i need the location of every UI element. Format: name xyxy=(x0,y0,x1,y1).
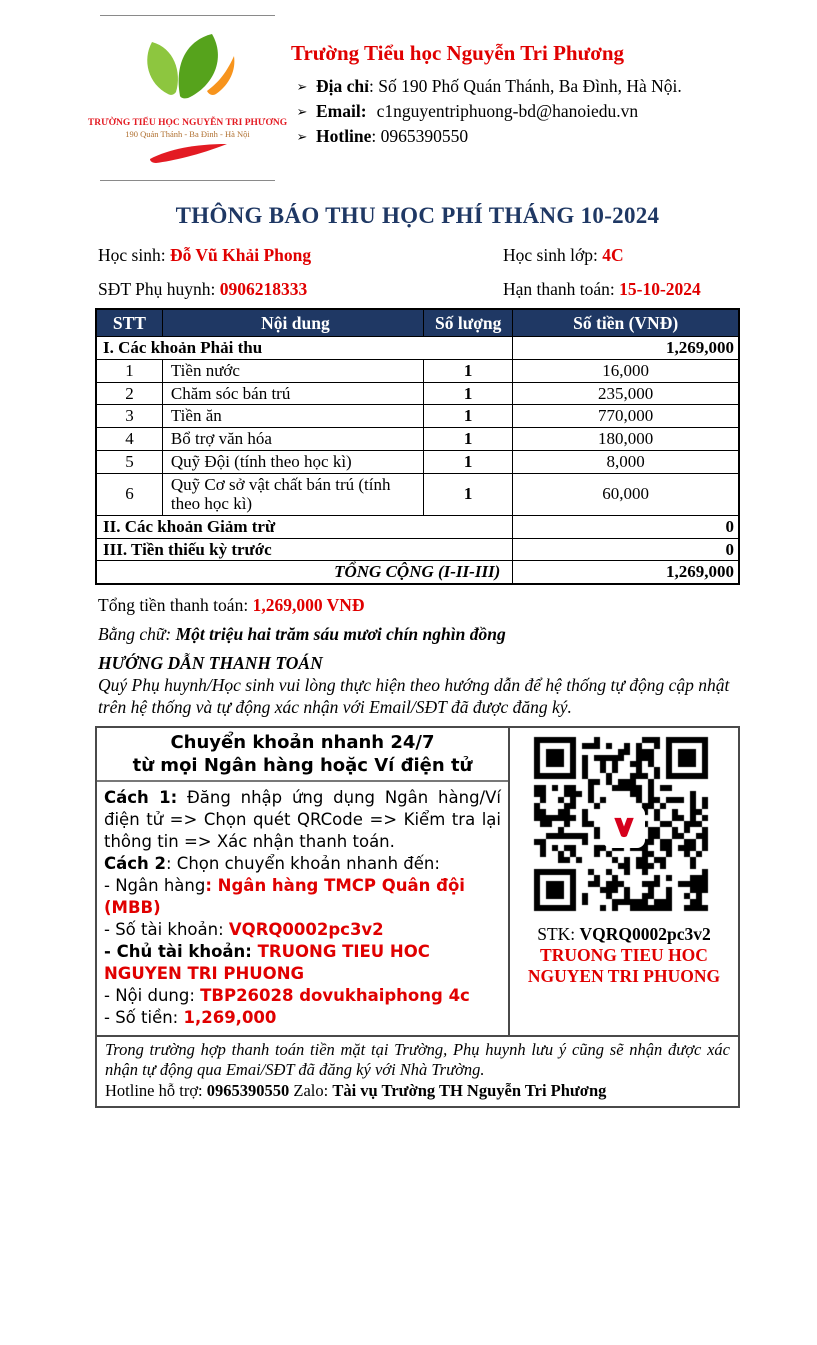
fee-name: Quỹ Đội (tính theo học kì) xyxy=(162,450,423,473)
fee-stt: 3 xyxy=(96,405,162,428)
bank-value: : Ngân hàng TMCP Quân đội (MBB) xyxy=(104,876,465,918)
due-date-value: 15-10-2024 xyxy=(619,279,701,299)
method2-label: Cách 2 xyxy=(104,854,166,874)
fee-section-amount: 0 xyxy=(513,538,739,561)
parent-phone-line xyxy=(98,279,503,300)
fee-row xyxy=(96,382,739,405)
logo-address: 190 Quán Thánh - Ba Đình - Hà Nội xyxy=(125,129,250,139)
parent-phone-label: SĐT Phụ huynh: xyxy=(98,279,220,299)
cash-payment-note xyxy=(97,1035,738,1106)
fee-total-label: TỔNG CỘNG (I-II-III) xyxy=(96,561,513,584)
qr-account-line xyxy=(537,924,711,945)
email-value: c1nguyentriphuong-bd@hanoiedu.vn xyxy=(376,101,639,121)
col-header-qty: Số lượng xyxy=(424,309,513,337)
fee-name: Bổ trợ văn hóa xyxy=(162,428,423,451)
fee-total-amount: 1,269,000 xyxy=(513,561,739,584)
payment-instructions xyxy=(97,728,510,1034)
fee-row xyxy=(96,405,739,428)
fee-section-amount: 1,269,000 xyxy=(513,337,739,360)
fee-qty: 1 xyxy=(424,405,513,428)
leaves-icon xyxy=(128,32,248,116)
parent-phone-value: 0906218333 xyxy=(219,279,308,299)
address-value: : Số 190 Phố Quán Thánh, Ba Đình, Hà Nội. xyxy=(369,76,682,96)
fee-name: Quỹ Cơ sở vật chất bán trú (tính theo học kì) xyxy=(162,473,423,515)
arrow-bullet-icon: ➢ xyxy=(296,129,308,144)
memo-value: TBP26028 dovukhaiphong 4c xyxy=(200,985,470,1005)
method2-line xyxy=(104,853,501,875)
memo-line xyxy=(104,985,501,1007)
arrow-bullet-icon: ➢ xyxy=(296,79,308,94)
fee-name: Tiền nước xyxy=(162,360,423,383)
fee-qty: 1 xyxy=(424,450,513,473)
fee-name: Tiền ăn xyxy=(162,405,423,428)
amount-in-words-value: Một triệu hai trăm sáu mươi chín nghìn đồng xyxy=(175,624,506,645)
method1-line xyxy=(104,787,501,853)
fee-table xyxy=(95,308,740,585)
fee-stt: 5 xyxy=(96,450,162,473)
fee-section-label: I. Các khoản Phải thu xyxy=(96,337,513,360)
fee-stt: 1 xyxy=(96,360,162,383)
qr-holder-line1: TRUONG TIEU HOC xyxy=(540,945,708,966)
due-date-label: Hạn thanh toán: xyxy=(503,279,620,299)
due-date-line xyxy=(503,279,721,300)
memo-label: - Nội dung: xyxy=(104,985,201,1005)
account-line xyxy=(104,919,501,941)
cash-note-text: Trong trường hợp thanh toán tiền mặt tại Trường, Phụ huynh lưu ý cũng sẽ nhận được xác nhận tự động qua Emai/SĐT đã đăng ký với Nhà Trường. xyxy=(105,1039,730,1080)
fee-row xyxy=(96,428,739,451)
hotline-line xyxy=(291,124,682,149)
student-name-line xyxy=(98,245,503,266)
fee-name: Chăm sóc bán trú xyxy=(162,382,423,405)
vietqr-logo-icon xyxy=(603,806,645,848)
fee-amount: 235,000 xyxy=(513,382,739,405)
fee-amount: 180,000 xyxy=(513,428,739,451)
fee-amount: 770,000 xyxy=(513,405,739,428)
fee-section-row xyxy=(96,516,739,539)
method1-text: Đăng nhập ứng dụng Ngân hàng/Ví điện tử => Chọn quét QRCode => Kiểm tra lại thông tin => Xác nhận thanh toán. xyxy=(104,788,501,852)
contact-list xyxy=(291,74,682,149)
qr-holder-name xyxy=(528,945,720,986)
support-line xyxy=(105,1081,730,1102)
amount-in-words-label: Bằng chữ: xyxy=(98,624,176,645)
method1-label: Cách 1: xyxy=(104,788,178,808)
fee-amount: 8,000 xyxy=(513,450,739,473)
fee-qty: 1 xyxy=(424,382,513,405)
address-line xyxy=(291,74,682,99)
amount-in-words-line xyxy=(95,624,740,645)
hotline-value: : 0965390550 xyxy=(371,126,469,146)
fee-stt: 4 xyxy=(96,428,162,451)
fee-section-amount: 0 xyxy=(513,516,739,539)
support-hotline-label: Hotline hỗ trợ: xyxy=(105,1080,207,1100)
col-header-content: Nội dung xyxy=(162,309,423,337)
fee-table-body xyxy=(96,337,739,584)
total-payment-label: Tổng tiền thanh toán: xyxy=(98,595,253,616)
email-line xyxy=(291,99,682,124)
hotline-label: Hotline xyxy=(316,126,372,146)
support-hotline-value: 0965390550 xyxy=(206,1080,290,1100)
fee-qty: 1 xyxy=(424,360,513,383)
fee-qty: 1 xyxy=(424,428,513,451)
payment-box-title xyxy=(97,728,508,782)
total-payment-line xyxy=(95,595,740,616)
fee-row xyxy=(96,473,739,515)
qr-holder-line2: NGUYEN TRI PHUONG xyxy=(527,965,721,986)
support-zalo-value: Tài vụ Trường TH Nguyễn Tri Phương xyxy=(332,1080,607,1100)
holder-label: - Chủ tài khoản: xyxy=(104,941,258,961)
fee-table-header-row xyxy=(96,309,739,337)
qr-panel xyxy=(510,728,738,1034)
fee-section-row xyxy=(96,538,739,561)
student-class-value: 4C xyxy=(602,245,624,265)
fee-section-label: II. Các khoản Giảm trừ xyxy=(96,516,513,539)
student-class-line xyxy=(503,245,721,266)
support-zalo-label: Zalo: xyxy=(289,1080,333,1100)
document-header xyxy=(87,15,817,181)
bank-label: - Ngân hàng xyxy=(104,876,206,896)
col-header-stt: STT xyxy=(96,309,162,337)
amount-value: 1,269,000 xyxy=(183,1007,277,1027)
page-title: THÔNG BÁO THU HỌC PHÍ THÁNG 10-2024 xyxy=(175,203,660,228)
fee-amount: 60,000 xyxy=(513,473,739,515)
payment-guide-title: HƯỚNG DẪN THANH TOÁN xyxy=(98,653,323,674)
total-payment-value: 1,269,000 VNĐ xyxy=(252,595,365,616)
method2-text: : Chọn chuyển khoản nhanh đến: xyxy=(166,854,440,874)
student-name-value: Đỗ Vũ Khải Phong xyxy=(169,245,312,265)
logo-school-name: TRƯỜNG TIỂU HỌC NGUYỄN TRI PHƯƠNG xyxy=(87,118,288,128)
fee-row xyxy=(96,360,739,383)
student-info xyxy=(95,245,740,300)
amount-line xyxy=(104,1007,501,1029)
qr-stk-value: VQRQ0002pc3v2 xyxy=(579,924,711,945)
address-label: Địa chỉ xyxy=(316,76,369,96)
bank-line xyxy=(104,875,501,919)
fee-amount: 16,000 xyxy=(513,360,739,383)
student-class-label: Học sinh lớp: xyxy=(503,245,603,265)
fee-stt: 6 xyxy=(96,473,162,515)
fee-stt: 2 xyxy=(96,382,162,405)
red-swoosh-icon xyxy=(145,142,231,164)
amount-label: - Số tiền: xyxy=(104,1007,184,1027)
col-header-amount: Số tiền (VNĐ) xyxy=(513,309,739,337)
payment-guide-text: Quý Phụ huynh/Học sinh vui lòng thực hiện theo hướng dẫn để hệ thống tự động cập nhật trên hệ thống và tự động xác nhận với Email/SĐT đã được đăng ký. xyxy=(98,675,730,718)
account-value: VQRQ0002pc3v2 xyxy=(228,919,384,939)
fee-total-row xyxy=(96,561,739,584)
payment-box-title-line2: từ mọi Ngân hàng hoặc Ví điện tử xyxy=(132,755,473,777)
payment-box xyxy=(95,726,740,1107)
school-logo xyxy=(87,15,288,181)
email-label: Email: xyxy=(316,101,367,121)
payment-box-title-line1: Chuyển khoản nhanh 24/7 xyxy=(170,732,435,754)
account-label: - Số tài khoản: xyxy=(104,919,229,939)
arrow-bullet-icon: ➢ xyxy=(296,104,308,119)
qr-stk-label: STK: xyxy=(537,924,580,945)
fee-section-label: III. Tiền thiếu kỳ trước xyxy=(96,538,513,561)
fee-row xyxy=(96,450,739,473)
school-name: Trường Tiểu học Nguyễn Tri Phương xyxy=(291,41,624,65)
student-name-label: Học sinh: xyxy=(98,245,170,265)
fee-section-row xyxy=(96,337,739,360)
header-contact-block xyxy=(291,15,682,181)
fee-qty: 1 xyxy=(424,473,513,515)
holder-value: TRUONG TIEU HOC NGUYEN TRI PHUONG xyxy=(104,941,430,983)
holder-line xyxy=(104,941,501,985)
